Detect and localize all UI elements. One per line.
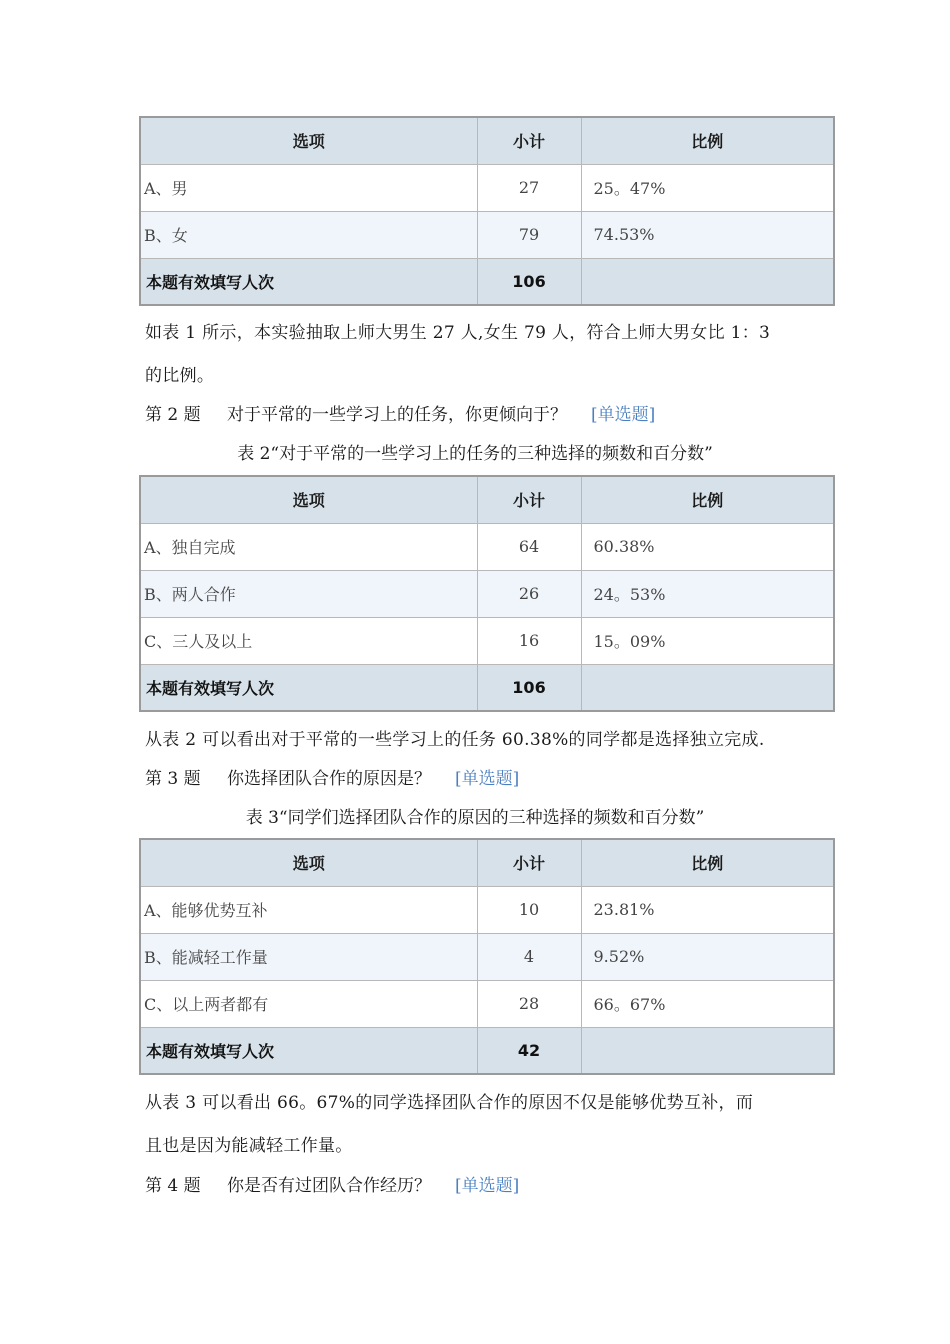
option-cell: B、女 xyxy=(140,211,477,258)
count-cell: 16 xyxy=(477,617,581,664)
option-cell: C、以上两者都有 xyxy=(140,980,477,1027)
table-header-row xyxy=(140,839,834,886)
percent-cell: 25。47% xyxy=(581,164,834,211)
question-2 xyxy=(145,400,655,425)
table-row xyxy=(140,617,834,664)
table-2-caption: 表 2“对于平常的一些学习上的任务的三种选择的频数和百分数” xyxy=(237,444,713,464)
header-count: 小计 xyxy=(477,839,581,886)
header-count: 小计 xyxy=(477,476,581,523)
table-row xyxy=(140,886,834,933)
question-type-tag[interactable]: [单选题] xyxy=(455,1176,520,1196)
percent-cell: 23.81% xyxy=(581,886,834,933)
option-cell: B、能减轻工作量 xyxy=(140,933,477,980)
percent-cell: 66。67% xyxy=(581,980,834,1027)
table-2-task-preference xyxy=(139,475,835,712)
total-label: 本题有效填写人次 xyxy=(140,258,477,305)
total-label: 本题有效填写人次 xyxy=(140,664,477,711)
total-label: 本题有效填写人次 xyxy=(140,1027,477,1074)
paragraph-1-line-1: 如表 1 所示，本实验抽取上师大男生 27 人,女生 79 人，符合上师大男女比 1：3 xyxy=(145,323,771,343)
table-total-row xyxy=(140,664,834,711)
paragraph-2: 从表 2 可以看出对于平常的一些学习上的任务 60.38%的同学都是选择独立完成. xyxy=(145,730,765,750)
paragraph-1-line-2: 的比例。 xyxy=(145,366,215,386)
question-number: 第 3 题 xyxy=(145,769,201,789)
option-cell: B、两人合作 xyxy=(140,570,477,617)
count-cell: 27 xyxy=(477,164,581,211)
table-row xyxy=(140,211,834,258)
question-number: 第 4 题 xyxy=(145,1176,201,1196)
option-cell: A、独自完成 xyxy=(140,523,477,570)
percent-cell: 60.38% xyxy=(581,523,834,570)
total-empty-cell xyxy=(581,664,834,711)
percent-cell: 24。53% xyxy=(581,570,834,617)
header-option: 选项 xyxy=(140,839,477,886)
question-type-tag[interactable]: [单选题] xyxy=(591,405,656,425)
question-type-tag[interactable]: [单选题] xyxy=(455,769,520,789)
header-percent: 比例 xyxy=(581,476,834,523)
paragraph-3-line-1: 从表 3 可以看出 66。67%的同学选择团队合作的原因不仅是能够优势互补，而 xyxy=(145,1093,754,1113)
option-cell: C、三人及以上 xyxy=(140,617,477,664)
question-3 xyxy=(145,764,519,789)
header-count: 小计 xyxy=(477,117,581,164)
header-percent: 比例 xyxy=(581,117,834,164)
table-header-row xyxy=(140,476,834,523)
count-cell: 4 xyxy=(477,933,581,980)
table-total-row xyxy=(140,1027,834,1074)
table-header-row xyxy=(140,117,834,164)
percent-cell: 15。09% xyxy=(581,617,834,664)
table-row xyxy=(140,933,834,980)
paragraph-3-line-2: 且也是因为能减轻工作量。 xyxy=(145,1136,353,1156)
question-number: 第 2 题 xyxy=(145,405,201,425)
option-cell: A、男 xyxy=(140,164,477,211)
percent-cell: 74.53% xyxy=(581,211,834,258)
question-4 xyxy=(145,1171,519,1196)
option-cell: A、能够优势互补 xyxy=(140,886,477,933)
table-3-caption: 表 3“同学们选择团队合作的原因的三种选择的频数和百分数” xyxy=(245,808,705,828)
total-empty-cell xyxy=(581,1027,834,1074)
question-text: 你是否有过团队合作经历？ xyxy=(227,1176,431,1196)
question-text: 你选择团队合作的原因是？ xyxy=(227,769,431,789)
total-empty-cell xyxy=(581,258,834,305)
table-row xyxy=(140,570,834,617)
count-cell: 79 xyxy=(477,211,581,258)
count-cell: 64 xyxy=(477,523,581,570)
total-count: 42 xyxy=(477,1027,581,1074)
header-percent: 比例 xyxy=(581,839,834,886)
table-row xyxy=(140,164,834,211)
table-total-row xyxy=(140,258,834,305)
percent-cell: 9.52% xyxy=(581,933,834,980)
header-option: 选项 xyxy=(140,117,477,164)
table-1-gender xyxy=(139,116,835,306)
total-count: 106 xyxy=(477,664,581,711)
count-cell: 26 xyxy=(477,570,581,617)
total-count: 106 xyxy=(477,258,581,305)
table-3-teamwork-reason xyxy=(139,838,835,1075)
question-text: 对于平常的一些学习上的任务，你更倾向于？ xyxy=(227,405,567,425)
count-cell: 28 xyxy=(477,980,581,1027)
header-option: 选项 xyxy=(140,476,477,523)
table-row xyxy=(140,523,834,570)
count-cell: 10 xyxy=(477,886,581,933)
table-row xyxy=(140,980,834,1027)
